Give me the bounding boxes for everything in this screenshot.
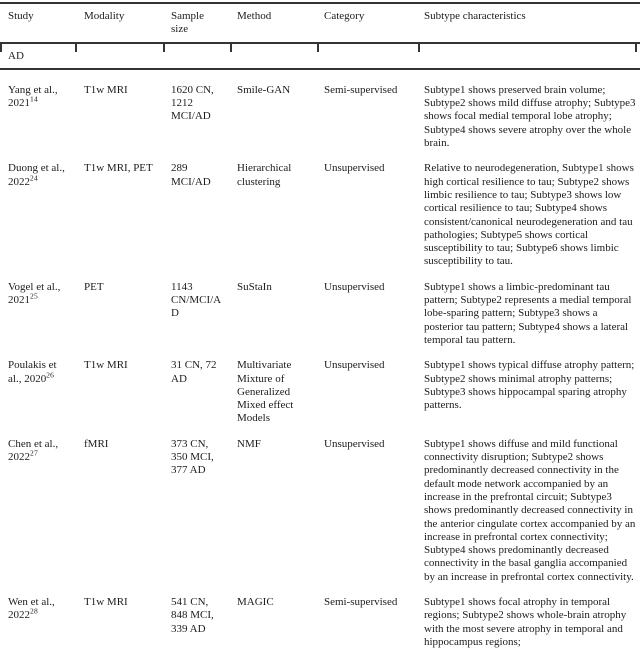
sample-size-cell: 1143 CN/MCI/AD	[171, 280, 222, 320]
method-cell: Smile-GAN	[237, 83, 291, 96]
characteristics-cell: Subtype1 shows focal atrophy in temporal regions; Subtype2 shows whole-brain atrophy with the most severe atrophy in temporal and hippocampus regions;	[424, 595, 627, 648]
table-row	[0, 162, 640, 268]
study-text: Poulakis et al., 2020	[8, 359, 57, 385]
method-cell: Multivariate Mixture of Generalized Mixed effect Models	[237, 359, 294, 425]
study-text: Wen et al., 2022	[8, 595, 55, 622]
study-cell	[0, 359, 75, 425]
column-tick	[418, 44, 420, 52]
study-text: Duong et al., 2022	[8, 162, 65, 188]
column-tick	[75, 44, 77, 52]
category-cell: Unsupervised	[324, 162, 385, 175]
study-text: Vogel et al., 2021	[8, 280, 61, 307]
study-cell	[0, 281, 75, 347]
col-header-sample-size	[163, 10, 230, 37]
table-header-row	[0, 4, 640, 42]
modality-cell: fMRI	[84, 437, 109, 450]
modality-cell: T1w MRI	[84, 595, 128, 608]
study-cell	[0, 438, 75, 584]
table-row	[0, 438, 640, 584]
col-header-subtype-characteristics: Subtype characteristics	[424, 10, 526, 22]
method-cell: MAGIC	[237, 595, 274, 608]
citation-ref: 27	[30, 448, 38, 458]
section-label: AD	[8, 49, 24, 62]
header-rule	[0, 42, 640, 44]
table-row	[0, 359, 640, 425]
column-tick	[317, 44, 319, 52]
col-header-study: Study	[8, 10, 34, 22]
category-cell: Semi-supervised	[324, 83, 398, 96]
table-row	[0, 596, 640, 649]
modality-cell: T1w MRI, PET	[84, 162, 153, 175]
section-row-ad	[0, 44, 640, 68]
sample-size-cell: 373 CN, 350 MCI, 377 AD	[171, 437, 214, 477]
characteristics-cell: Subtype1 shows diffuse and mild functional connectivity disruption; Subtype2 shows predominantly decreased connectivity in the default mode network accompanied by an increase in the prefrontal circuit; Subtype3 shows predominantly decreased connectivity in the anterior cingulate cortex accompanied by an increase in prefrontal cortex connectivity; Subtype4 shows predominantly decreased connectivity in the basal ganglia accompanied by an increase in prefrontal cortex connectivity.	[424, 437, 636, 583]
col-header-sample-size-label: Sample size	[171, 10, 204, 36]
study-cell	[0, 162, 75, 268]
citation-ref: 28	[30, 606, 38, 616]
study-cell	[0, 84, 75, 150]
citation-ref: 14	[30, 94, 38, 104]
category-cell: Unsupervised	[324, 437, 385, 450]
study-cell	[0, 596, 75, 649]
col-header-category: Category	[324, 10, 365, 22]
characteristics-cell: Subtype1 shows preserved brain volume; Subtype2 shows mild diffuse atrophy; Subtype3 shows focal medial temporal lobe atrophy; Subtype4 shows severe atrophy over the whole brain.	[424, 83, 636, 150]
characteristics-cell: Subtype1 shows a limbic-predominant tau pattern; Subtype2 represents a medial temporal lobe-sparing pattern; Subtype3 shows a posterior tau pattern; Subtype4 shows a lateral temporal tau pattern.	[424, 280, 632, 346]
column-tick	[0, 44, 2, 52]
modality-cell: PET	[84, 280, 104, 293]
table-row	[0, 281, 640, 347]
category-cell: Unsupervised	[324, 280, 385, 293]
method-cell: Hierarchical clustering	[237, 162, 292, 188]
sample-size-cell: 289 MCI/AD	[171, 162, 211, 188]
method-cell: NMF	[237, 437, 261, 450]
study-text: Chen et al., 2022	[8, 437, 59, 464]
category-cell: Unsupervised	[324, 359, 385, 372]
sample-size-cell: 1620 CN, 1212 MCI/AD	[171, 83, 214, 123]
citation-ref: 26	[46, 369, 55, 379]
characteristics-cell: Relative to neurodegeneration, Subtype1 shows high cortical resilience to tau; Subtype2 shows limbic resilience to tau; Subtype3 shows low cortical resilience to tau; Subtype4 shows consistent/canonical neurodegeneration and tau pathologies; Subtype5 shows cortical susceptibility to tau; Subtype6 shows limbic susceptibility to tau.	[424, 162, 634, 268]
table-row	[0, 84, 640, 150]
column-tick	[635, 44, 637, 52]
table-body	[0, 70, 640, 649]
sample-size-cell: 541 CN, 848 MCI, 339 AD	[171, 595, 214, 635]
col-header-method: Method	[237, 10, 272, 22]
method-cell: SuStaIn	[237, 280, 272, 293]
characteristics-cell: Subtype1 shows typical diffuse atrophy pattern; Subtype2 shows minimal atrophy patterns; Subtype3 shows hippocampal sparing atrophy patterns.	[424, 359, 635, 412]
citation-ref: 24	[30, 173, 38, 183]
citation-ref: 25	[30, 291, 38, 301]
modality-cell: T1w MRI	[84, 83, 128, 96]
column-tick	[163, 44, 165, 52]
column-tick	[230, 44, 232, 52]
category-cell: Semi-supervised	[324, 595, 398, 608]
modality-cell: T1w MRI	[84, 359, 128, 372]
col-header-modality: Modality	[84, 10, 125, 22]
study-text: Yang et al., 2021	[8, 83, 58, 110]
sample-size-cell: 31 CN, 72 AD	[171, 359, 217, 385]
